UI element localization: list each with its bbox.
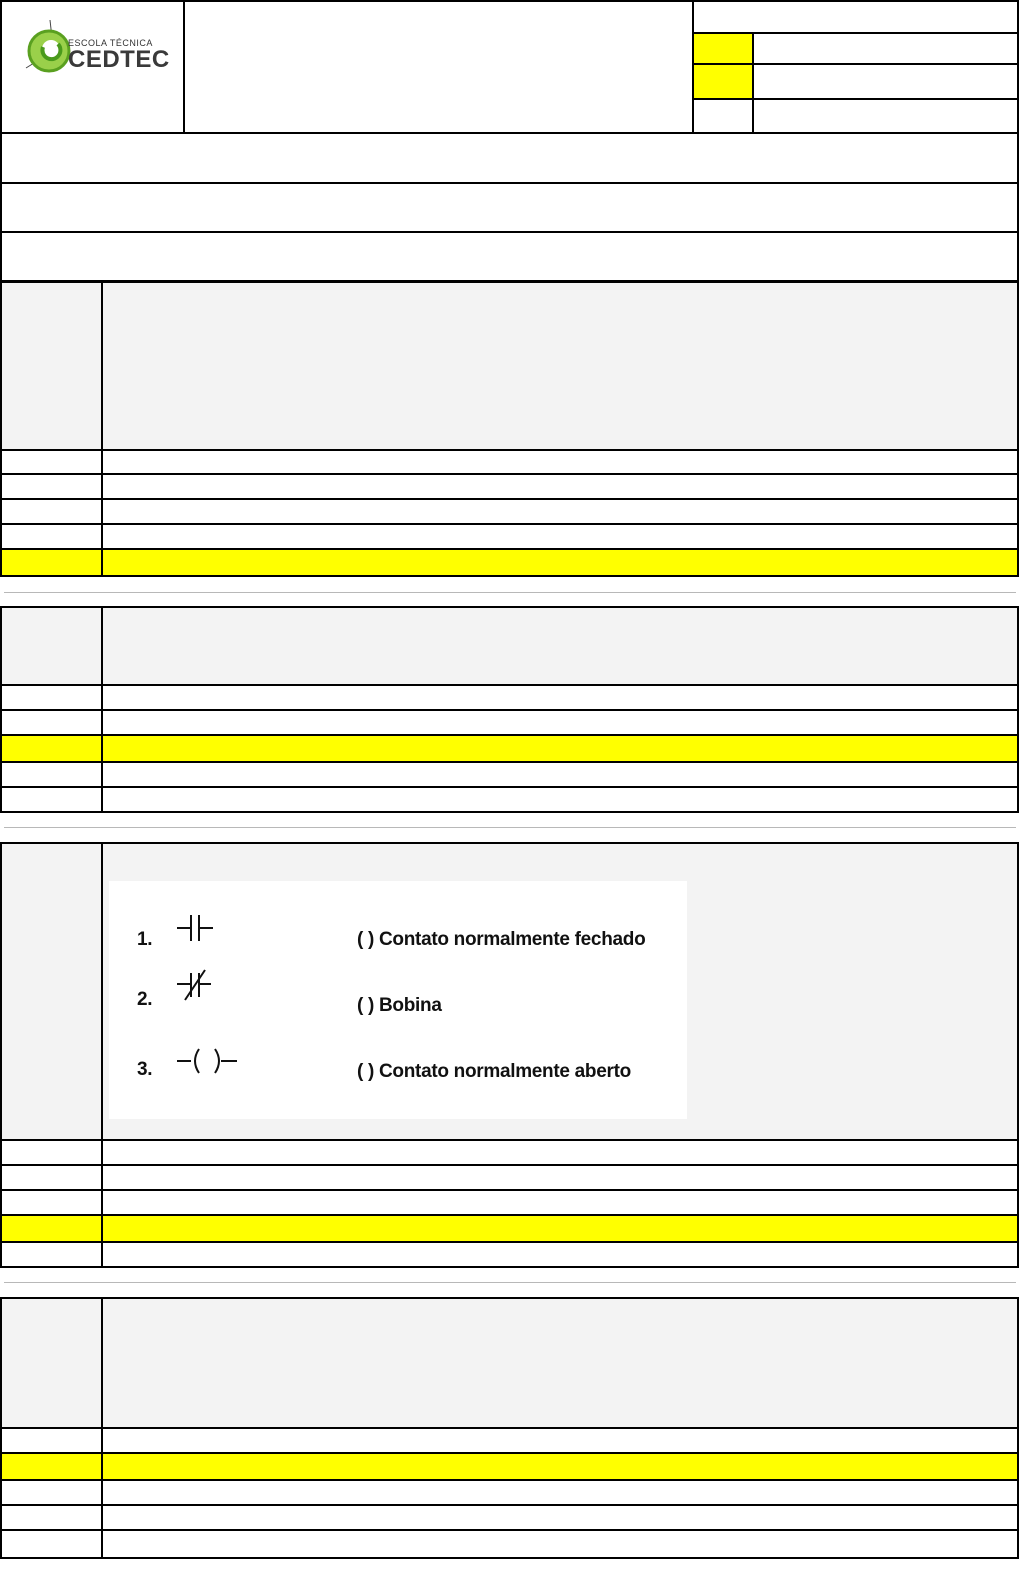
header-highlight-cell	[694, 34, 752, 63]
figure-option: ( ) Contato normalmente aberto	[357, 1061, 631, 1082]
header-divider	[752, 32, 754, 133]
option-row-line	[0, 449, 1019, 451]
option-row-line	[0, 1427, 1019, 1429]
option-row-line	[0, 684, 1019, 686]
option-row-line	[0, 734, 1019, 736]
option-row-line	[0, 1241, 1019, 1243]
coil-icon	[175, 1046, 239, 1076]
option-row-line	[0, 761, 1019, 763]
ladder-symbols-figure	[109, 881, 687, 1119]
question-1-table	[0, 283, 1019, 577]
option-row-line	[0, 523, 1019, 525]
school-logo	[20, 18, 180, 80]
question-1-number-column	[101, 283, 103, 577]
figure-item-number: 1.	[137, 929, 153, 950]
logo-subtitle: ESCOLA TÉCNICA	[68, 38, 153, 48]
question-separator	[4, 827, 1016, 828]
question-separator	[4, 592, 1016, 593]
option-row-line	[0, 709, 1019, 711]
option-row-line	[0, 1189, 1019, 1191]
logo-title: CEDTEC	[68, 46, 170, 73]
question-3-number-column	[101, 842, 103, 1268]
header-divider	[0, 132, 1019, 134]
option-row-line	[0, 1504, 1019, 1506]
option-row-line	[0, 498, 1019, 500]
figure-option: ( ) Bobina	[357, 995, 442, 1016]
figure-item-number: 3.	[137, 1059, 153, 1080]
option-row-line	[0, 1139, 1019, 1141]
option-row-line	[0, 786, 1019, 788]
option-row-line	[0, 548, 1019, 550]
option-row-line	[0, 1529, 1019, 1531]
header-divider	[692, 98, 1019, 100]
normally-closed-contact-icon	[177, 969, 217, 1003]
option-row-line	[0, 1452, 1019, 1454]
figure-option: ( ) Contato normalmente fechado	[357, 929, 646, 950]
question-separator	[4, 1282, 1016, 1283]
normally-open-contact-icon	[177, 913, 217, 943]
figure-item-number: 2.	[137, 989, 153, 1010]
header-highlight-cell	[694, 65, 752, 98]
option-row-line	[0, 1164, 1019, 1166]
header-divider	[0, 231, 1019, 233]
header-divider	[183, 0, 185, 133]
option-row-line	[0, 1479, 1019, 1481]
option-row-line	[0, 1214, 1019, 1216]
header-divider	[0, 182, 1019, 184]
option-row-line	[0, 473, 1019, 475]
